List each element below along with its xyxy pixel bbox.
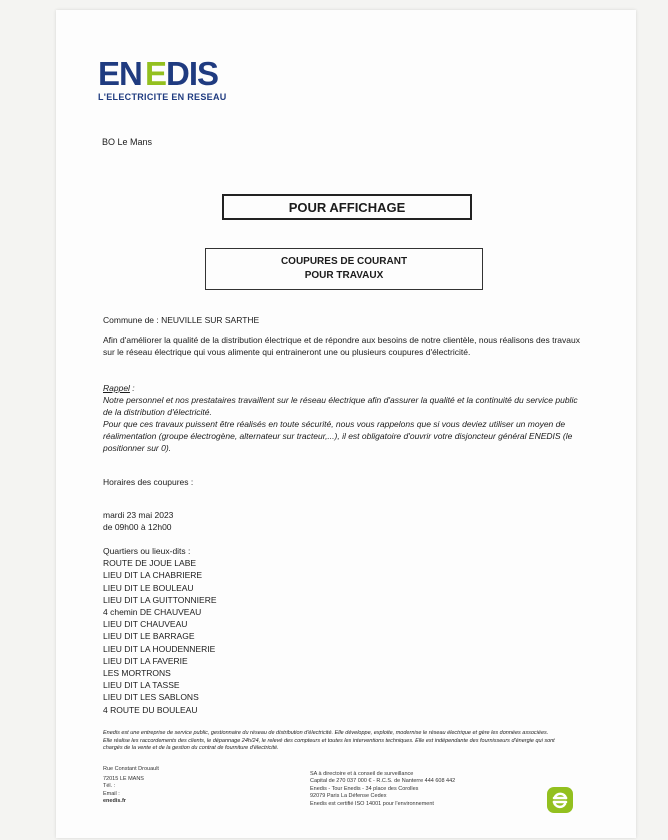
company-line-3: Enedis - Tour Enedis - 34 place des Corolles [310, 785, 419, 792]
list-item: LIEU DIT LA TASSE [103, 680, 180, 691]
company-line-1: SA à directoire et à conseil de surveillance [310, 771, 414, 777]
footer-website: enedis.fr [103, 798, 126, 805]
display-banner: POUR AFFICHAGE [222, 194, 472, 220]
footer-city: 72015 LE MANS [103, 776, 144, 782]
intro-paragraph: Afin d'améliorer la qualité de la distribution électrique et de répondre aux besoins de notre clientèle, nous réalisons des travaux sur le réseau électrique qui vous alimente qui entraineront une ou plusieurs coupures d'électricité. [103, 335, 580, 357]
list-item: LIEU DIT LA CHABRIERE [103, 570, 203, 581]
list-item: LIEU DIT CHAUVEAU [103, 619, 188, 630]
notice-title-box [205, 248, 483, 290]
list-item: LES MORTRONS [103, 668, 171, 679]
svg-text:DIS: DIS [166, 56, 219, 90]
footer-street: Rue Constant Drouault [103, 766, 159, 772]
rappel-colon: : [129, 383, 135, 393]
list-item: LIEU DIT LES SABLONS [103, 692, 199, 703]
footer-email: Email : [103, 790, 120, 797]
svg-text:EN: EN [98, 56, 142, 90]
rappel-paragraph-1: Notre personnel et nos prestataires travaillent sur le réseau électrique afin d'assurer la qualité et la continuité du service public de la distribution d'électricité. [103, 395, 578, 417]
list-item: 4 chemin DE CHAUVEAU [103, 607, 202, 618]
affected-places [103, 545, 217, 716]
outage-hours: de 09h00 à 12h00 [103, 522, 172, 532]
notice-title-line1: COUPURES DE COURANT [280, 256, 408, 267]
footer-tel: Tél. : [103, 783, 116, 790]
list-item: 4 ROUTE DU BOULEAU [103, 704, 198, 715]
rappel-label: Rappel [103, 383, 130, 393]
company-line-5: Enedis est certifié ISO 14001 pour l'environnement [310, 800, 434, 807]
legal-notice: Enedis est une entreprise de service public, gestionnaire du réseau de distribution d'électricité. Elle développe, exploite, modernise le réseau électrique et gère les données associées. Elle réalise les raccordements des clients, le dépannage 24h/24, le relevé des compteurs et toutes les interventions techniques. Elle est indépendante des fournisseurs d'énergie qui sont chargés de la vente et de la gestion du contrat de fourniture d'électricité. [103, 730, 555, 751]
list-item: LIEU DIT LE BARRAGE [103, 631, 195, 642]
enedis-wordmark [98, 56, 228, 90]
places-label: Quartiers ou lieux-dits : [103, 546, 191, 556]
notice-title-line2: POUR TRAVAUX [304, 270, 384, 281]
enedis-logo [98, 56, 238, 106]
commune-line: Commune de : NEUVILLE SUR SARTHE [103, 315, 260, 325]
list-item: LIEU DIT LE BOULEAU [103, 582, 194, 593]
list-item: ROUTE DE JOUE LABE [103, 558, 197, 569]
office-name: BO Le Mans [102, 137, 153, 147]
logo-tagline: L'ELECTRICITE EN RESEAU [98, 92, 227, 102]
footer-company-info [310, 771, 455, 808]
schedule-label: Horaires des coupures : [103, 477, 194, 487]
company-line-2: Capital de 270 037 000 € - R.C.S. de Nanterre 444 608 442 [310, 778, 456, 785]
rappel-paragraph-2: Pour que ces travaux puissent être réalisés en toute sécurité, nous vous rappelons que si vous deviez utiliser un moyen de réalimentation (groupe électrogène, alternateur sur tracteur,...), il est obligatoire d'ouvrir votre disjoncteur général ENEDIS (le positionner sur 0). [103, 419, 573, 453]
enedis-badge-icon [546, 786, 574, 814]
footer-contact [103, 776, 144, 806]
list-item: LIEU DIT LA FAVERIE [103, 655, 188, 666]
svg-text:E: E [145, 56, 167, 90]
list-item: LIEU DIT LA HOUDENNERIE [103, 643, 216, 654]
outage-date: mardi 23 mai 2023 [103, 510, 174, 520]
rappel-heading [103, 382, 135, 394]
list-item: LIEU DIT LA GUITTONNIERE [103, 594, 217, 605]
company-line-4: 92079 Paris La Défense Cedex [310, 793, 387, 800]
